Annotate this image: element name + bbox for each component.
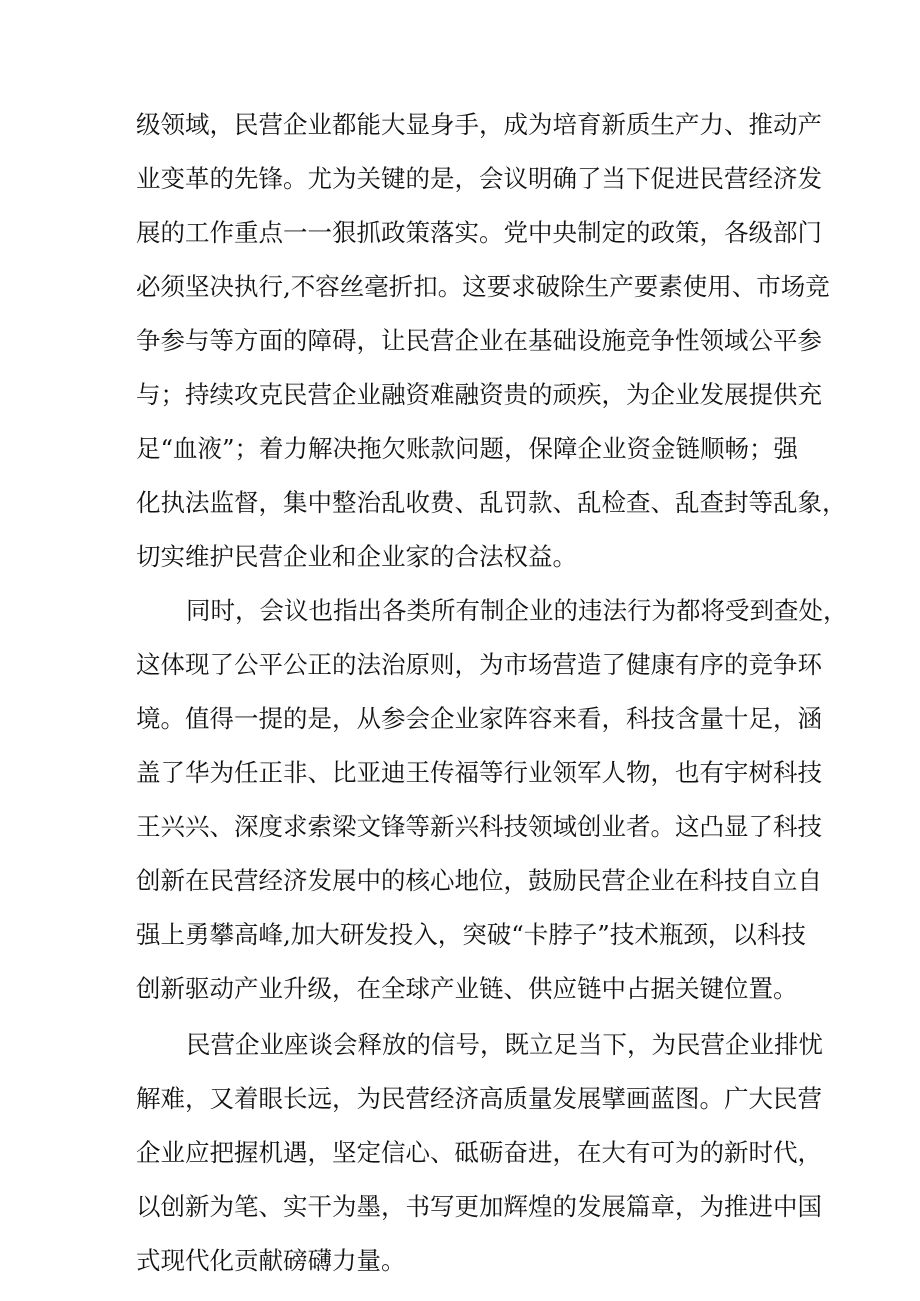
text-line-content: 民营企业座谈会释放的信号，既立足当下，为民营企业排忧 [186, 1030, 823, 1059]
text-line [0, 962, 920, 1016]
text-line [0, 638, 920, 692]
text-line [0, 1072, 920, 1126]
text-line [0, 1180, 920, 1234]
text-line-content: 级领域，民营企业都能大显身手，成为培育新质生产力、推动产 [136, 110, 822, 139]
text-line-content: 以创新为笔、实干为墨，书写更加辉煌的发展篇章，为推进中国 [136, 1192, 822, 1221]
text-line-content: 王兴兴、深度求索梁文锋等新兴科技领域创业者。这凸显了科技 [136, 812, 822, 841]
text-line-content: 与；持续攻克民营企业融资难融资贵的顽疾，为企业发展提供充 [136, 380, 822, 409]
text-line-content: 创新驱动产业升级，在全球产业链、供应链中占据关键位置。 [136, 974, 798, 1003]
text-line [0, 584, 920, 638]
text-line [0, 908, 920, 962]
text-line [0, 206, 920, 260]
text-line-content: 争参与等方面的障碍，让民营企业在基础设施竞争性领域公平参 [136, 326, 822, 355]
text-line [0, 152, 920, 206]
text-line-content: 境。值得一提的是，从参会企业家阵容来看，科技含量十足，涵 [136, 704, 822, 733]
text-line-content: 足“血液”；着力解决拖欠账款问题，保障企业资金链顺畅；强 [136, 434, 799, 463]
text-line-content: 化执法监督，集中整治乱收费、乱罚款、乱检查、乱查封等乱象， [136, 488, 847, 517]
text-line [0, 260, 920, 314]
text-line [0, 1126, 920, 1180]
text-line [0, 746, 920, 800]
text-line [0, 422, 920, 476]
text-line [0, 692, 920, 746]
text-line-content: 这体现了公平公正的法治原则，为市场营造了健康有序的竞争环 [136, 650, 822, 679]
text-line [0, 854, 920, 908]
text-line-content: 强上勇攀高峰,加大研发投入，突破“卡脖子”技术瓶颈，以科技 [136, 920, 806, 949]
text-line [0, 314, 920, 368]
text-line [0, 1234, 920, 1288]
text-line-content: 式现代化贡献磅礴力量。 [136, 1246, 406, 1275]
text-line-content: 企业应把握机遇，坚定信心、砥砺奋进，在大有可为的新时代， [136, 1138, 822, 1167]
text-line-content: 创新在民营经济发展中的核心地位，鼓励民营企业在科技自立自 [136, 866, 822, 895]
text-line-content: 盖了华为任正非、比亚迪王传福等行业领军人物，也有宇树科技 [136, 758, 822, 787]
text-line-content: 业变革的先锋。尤为关键的是，会议明确了当下促进民营经济发 [136, 164, 822, 193]
text-line-content: 必须坚决执行,不容丝毫折扣。这要求破除生产要素使用、市场竞 [136, 272, 830, 301]
text-line-content: 解难，又着眼长远，为民营经济高质量发展擘画蓝图。广大民营 [136, 1084, 822, 1113]
text-line [0, 1018, 920, 1072]
text-line [0, 368, 920, 422]
text-line-content: 切实维护民营企业和企业家的合法权益。 [136, 542, 577, 571]
text-line [0, 98, 920, 152]
text-line-content: 同时，会议也指出各类所有制企业的违法行为都将受到查处， [186, 596, 848, 625]
text-line [0, 800, 920, 854]
text-line [0, 476, 920, 530]
text-line [0, 530, 920, 584]
text-line-content: 展的工作重点一一狠抓政策落实。党中央制定的政策，各级部门 [136, 218, 822, 247]
